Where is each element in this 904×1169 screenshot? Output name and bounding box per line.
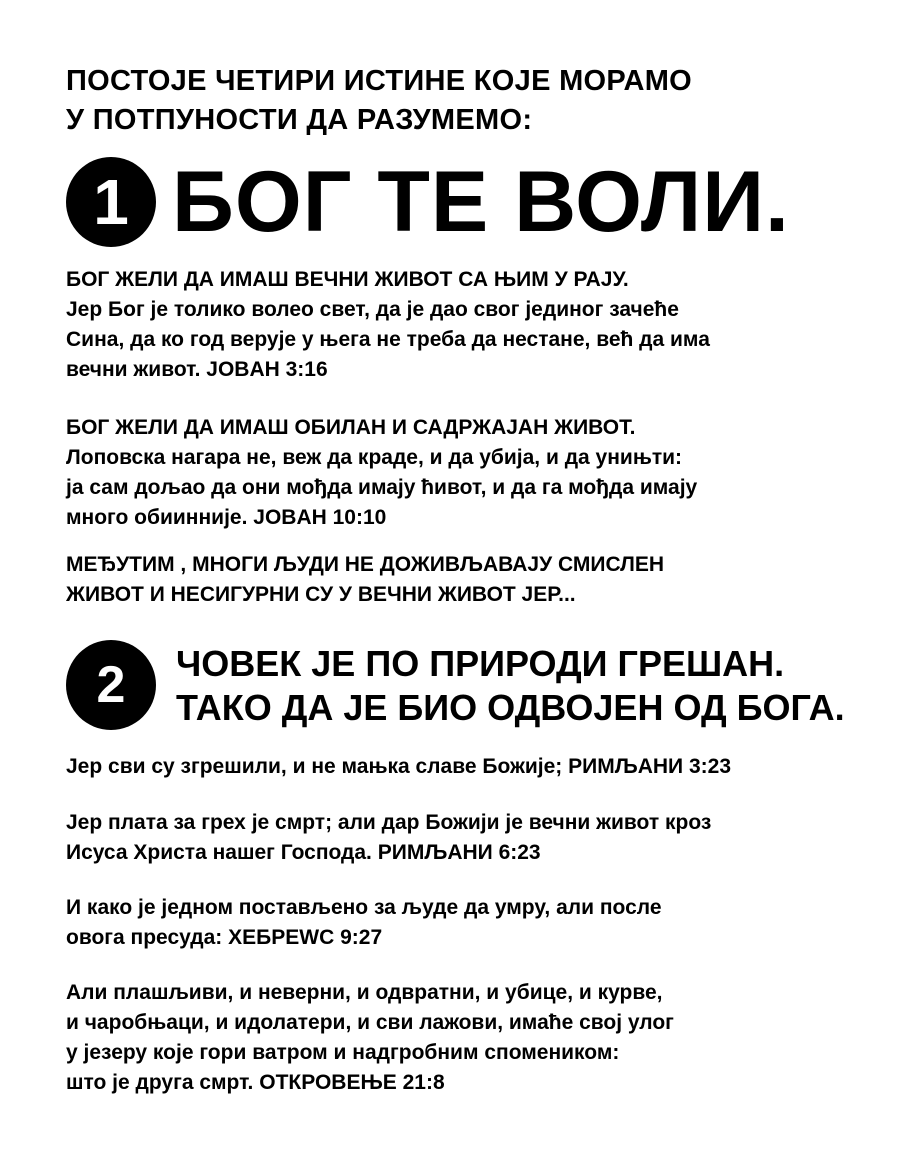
verse-romans-3-23-line: [66, 752, 856, 782]
scripture-reference: РИМЉАНИ 3:23: [568, 755, 732, 778]
block-eternal-life-line-1: Јер Бог је толико волео свет, да је дао свог јединог зачеће: [66, 298, 679, 321]
block-eternal-life-text: вечни живот.: [66, 358, 201, 381]
scripture-reference: JOBAH 3:16: [206, 358, 328, 381]
verse-hebrews-9-27-line-2: [66, 923, 856, 953]
verse-text: овога пресуда:: [66, 926, 223, 949]
block-eternal-life-line-3: [66, 355, 856, 385]
verse-romans-3-23: [66, 752, 856, 782]
point-one-title: БОГ ТЕ ВОЛИ.: [172, 154, 790, 250]
block-however: [66, 550, 856, 610]
verse-text: Јер сви су згрешили, и не мањка славе Божије;: [66, 755, 563, 778]
verse-hebrews-9-27: [66, 893, 856, 953]
intro-heading: [66, 62, 866, 140]
intro-line-1: ПОСТОЈЕ ЧЕТИРИ ИСТИНЕ КОЈЕ МОРАМО: [66, 65, 693, 97]
block-eternal-life-heading: БОГ ЖЕЛИ ДА ИМАШ ВЕЧНИ ЖИВОТ СА ЊИМ У РАЈУ.: [66, 268, 629, 291]
block-eternal-life: [66, 265, 856, 385]
block-abundant-life-text: много обиинније.: [66, 506, 248, 529]
verse-revelation-21-8-line-1: Али плашљиви, и неверни, и одвратни, и убице, и курве,: [66, 981, 663, 1004]
block-abundant-life-heading: БОГ ЖЕЛИ ДА ИМАШ ОБИЛАН И САДРЖАЈАН ЖИВОТ.: [66, 416, 636, 439]
block-however-line-1: МЕЂУТИМ , МНОГИ ЉУДИ НЕ ДОЖИВЉАВАЈУ СМИСЛЕН: [66, 553, 665, 576]
verse-romans-6-23-line-2: [66, 838, 856, 868]
number-one-badge: [66, 157, 156, 247]
verse-revelation-21-8-line-3: у језеру које гори ватром и надгробним спомеником:: [66, 1041, 620, 1064]
verse-revelation-21-8-line-4: [66, 1068, 856, 1098]
number-two: 2: [96, 656, 126, 714]
number-one: 1: [93, 166, 129, 238]
scripture-reference: JOBAH 10:10: [253, 506, 387, 529]
verse-revelation-21-8-line-2: и чаробњаци, и идолатери, и сви лажови, имаће свој улог: [66, 1011, 674, 1034]
verse-romans-6-23-line-1: Јер плата за грех је смрт; али дар Божији је вечни живот кроз: [66, 811, 712, 834]
scripture-reference: ХЕБРЕWC 9:27: [228, 926, 383, 949]
intro-line-2: У ПОТПУНОСТИ ДА РАЗУМЕМО:: [66, 104, 533, 136]
block-however-line-2: ЖИВОТ И НЕСИГУРНИ СУ У ВЕЧНИ ЖИВОТ ЈЕР...: [66, 583, 576, 606]
block-abundant-life-line-3: [66, 503, 856, 533]
block-eternal-life-line-2: Сина, да ко год верује у њега не треба да нестане, већ да има: [66, 328, 710, 351]
point-two-title: [176, 642, 845, 730]
number-two-badge: [66, 640, 156, 730]
verse-text: што је друга смрт.: [66, 1071, 254, 1094]
point-two-title-line-2: ТАКО ДА ЈЕ БИО ОДВОЈЕН ОД БОГА.: [176, 687, 845, 728]
verse-revelation-21-8: [66, 978, 856, 1098]
verse-text: Исуса Христа нашег Господа.: [66, 841, 372, 864]
verse-hebrews-9-27-line-1: И како је једном постављено за људе да умру, али после: [66, 896, 662, 919]
block-abundant-life-line-1: Лоповска нагара не, веж да краде, и да убија, и да унињти:: [66, 446, 683, 469]
scripture-reference: ОТКРОВЕЊЕ 21:8: [259, 1071, 445, 1094]
verse-romans-6-23: [66, 808, 856, 868]
scripture-reference: РИМЉАНИ 6:23: [377, 841, 541, 864]
point-two-title-line-1: ЧОВЕК ЈЕ ПО ПРИРОДИ ГРЕШАН.: [176, 643, 785, 684]
block-abundant-life-line-2: ја сам дољао да они мођда имају ћивот, и да га мођда имају: [66, 476, 698, 499]
block-abundant-life: [66, 413, 856, 533]
